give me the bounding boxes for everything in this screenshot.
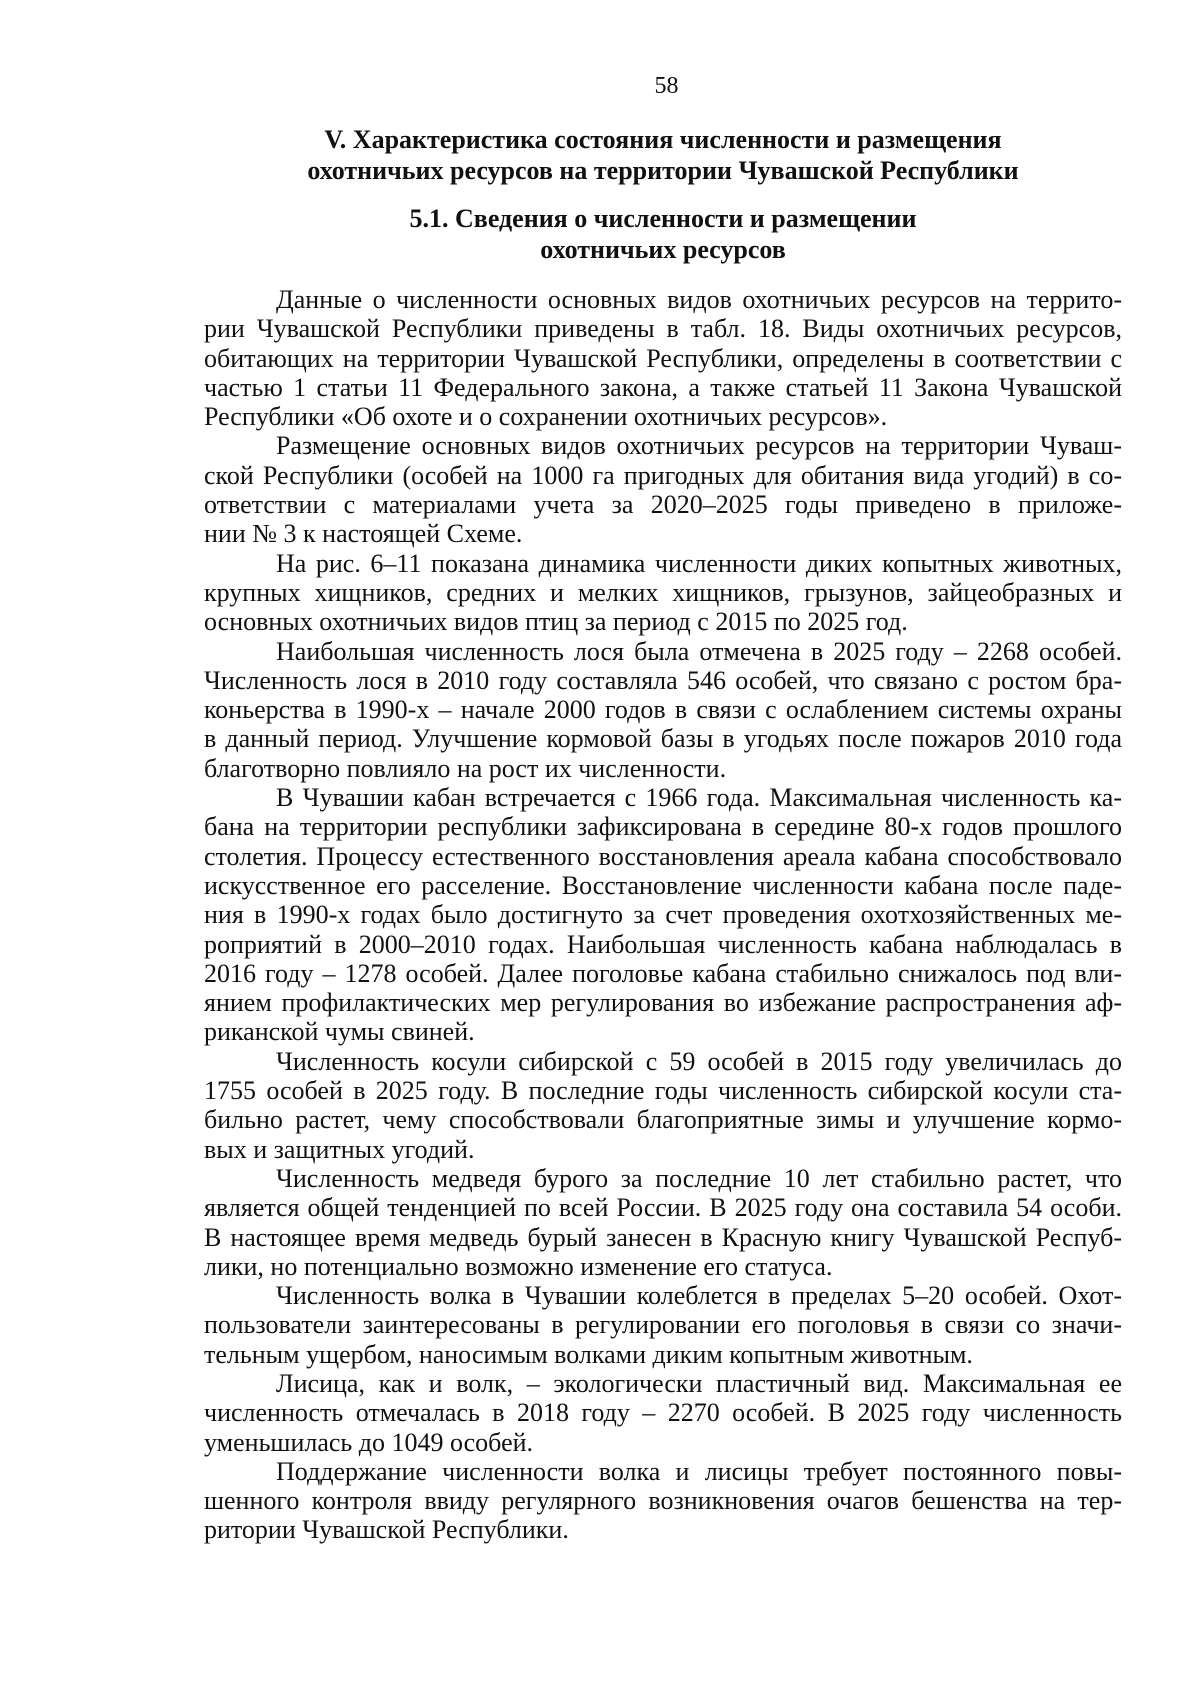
paragraph-line: Численность косули сибирской с 59 особей в 2015 году увеличилась до — [276, 1046, 1122, 1076]
paragraph-line: рии Чувашской Республики приведены в табл. 18. Виды охотничьих ресурсов, — [204, 314, 1122, 344]
paragraph — [204, 1457, 1122, 1545]
page-number: 58 — [654, 73, 679, 99]
paragraph — [204, 549, 1122, 637]
paragraph-line: роприятий в 2000–2010 годах. Наибольшая численность кабана наблюдалась в — [204, 929, 1122, 959]
paragraph-line: Лисица, как и волк, – экологически пластичный вид. Максимальная ее — [276, 1368, 1122, 1398]
paragraph — [204, 431, 1122, 548]
paragraph-line: Численность медведя бурого за последние 10 лет стабильно растет, что — [276, 1163, 1122, 1193]
paragraph-line: лики, но потенциально возможно изменение его статуса. — [204, 1251, 833, 1281]
paragraph-line: Республики «Об охоте и о сохранении охотничьих ресурсов». — [204, 402, 888, 432]
paragraph-line: На рис. 6–11 показана динамика численности диких копытных животных, — [276, 548, 1122, 578]
paragraph-line: основных охотничьих видов птиц за период с 2015 по 2025 год. — [204, 607, 908, 637]
paragraph-line: Численность волка в Чувашии колеблется в пределах 5–20 особей. Охот- — [276, 1281, 1122, 1311]
section-title-line: 5.1. Сведения о численности и размещении — [409, 204, 917, 233]
chapter-title-line: V. Характеристика состояния численности и размещения — [324, 125, 1002, 154]
paragraph-line: 1755 особей в 2025 году. В последние годы численность сибирской косули ста- — [204, 1076, 1122, 1106]
body-text — [204, 285, 1122, 1545]
paragraph-line: Наибольшая численность лося была отмечена в 2025 году – 2268 особей. — [276, 636, 1122, 666]
paragraph-line: в данный период. Улучшение кормовой базы в угодьях после пожаров 2010 года — [204, 724, 1122, 754]
paragraph-line: ответствии с материалами учета за 2020–2025 годы приведено в приложе- — [204, 490, 1122, 520]
paragraph-line: ритории Чувашской Республики. — [204, 1515, 569, 1545]
paragraph-line: искусственное его расселение. Восстановление численности кабана после паде- — [204, 870, 1122, 900]
paragraph-line: бана на территории республики зафиксирована в середине 80-х годов прошлого — [204, 812, 1122, 842]
paragraph — [204, 783, 1122, 1047]
paragraph-line: численность отмечалась в 2018 году – 2270 особей. В 2025 году численность — [204, 1398, 1122, 1428]
paragraph-line: риканской чумы свиней. — [204, 1017, 475, 1047]
paragraph-line: уменьшилась до 1049 особей. — [204, 1427, 534, 1457]
paragraph — [204, 285, 1122, 431]
paragraph — [204, 1164, 1122, 1281]
paragraph-line: 2016 году – 1278 особей. Далее поголовье кабана стабильно снижалось под вли- — [204, 958, 1122, 988]
paragraph-line: пользователи заинтересованы в регулировании его поголовья в связи со значи- — [204, 1310, 1122, 1340]
chapter-title-line: охотничьих ресурсов на территории Чувашской Республики — [307, 156, 1019, 185]
chapter-title — [204, 124, 1122, 186]
paragraph — [204, 1369, 1122, 1457]
paragraph-line: является общей тенденцией по всей России. В 2025 году она составила 54 особи. — [204, 1193, 1122, 1223]
paragraph-line: тельным ущербом, наносимым волками диким копытным животным. — [204, 1339, 973, 1369]
section-title-line: охотничьих ресурсов — [540, 235, 786, 264]
paragraph — [204, 1047, 1122, 1164]
paragraph-line: частью 1 статьи 11 Федерального закона, а также статьей 11 Закона Чувашской — [204, 372, 1122, 402]
paragraph-line: благотворно повлияло на рост их численности. — [204, 753, 727, 783]
paragraph-line: Данные о численности основных видов охотничьих ресурсов на террито- — [276, 285, 1122, 314]
paragraph-line: столетия. Процессу естественного восстановления ареала кабана способствовало — [204, 841, 1122, 871]
paragraph-line: Поддержание численности волка и лисицы требует постоянного повы- — [276, 1456, 1122, 1486]
paragraph-line: вых и защитных угодий. — [204, 1134, 475, 1164]
paragraph — [204, 637, 1122, 783]
paragraph-line: В Чувашии кабан встречается с 1966 года. Максимальная численность ка- — [276, 783, 1122, 813]
paragraph-line: обитающих на территории Чувашской Республики, определены в соответствии с — [204, 343, 1122, 373]
paragraph-line: ской Республики (особей на 1000 га пригодных для обитания вида угодий) в со- — [204, 460, 1122, 490]
paragraph-line: янием профилактических мер регулирования во избежание распространения аф- — [204, 988, 1122, 1018]
paragraph-line: нии № 3 к настоящей Схеме. — [204, 519, 523, 549]
section-title — [204, 203, 1122, 265]
paragraph-line: В настоящее время медведь бурый занесен в Красную книгу Чувашской Респуб- — [204, 1222, 1122, 1252]
paragraph-line: крупных хищников, средних и мелких хищников, грызунов, зайцеобразных и — [204, 577, 1122, 607]
paragraph — [204, 1281, 1122, 1369]
paragraph-line: Размещение основных видов охотничьих ресурсов на территории Чуваш- — [276, 431, 1122, 461]
paragraph-line: ния в 1990-х годах было достигнуто за счет проведения охотхозяйственных ме- — [204, 900, 1122, 930]
paragraph-line: коньерства в 1990-х – начале 2000 годов в связи с ослаблением системы охраны — [204, 695, 1122, 725]
paragraph-line: шенного контроля ввиду регулярного возникновения очагов бешенства на тер- — [204, 1486, 1122, 1516]
paragraph-line: Численность лося в 2010 году составляла 546 особей, что связано с ростом бра- — [204, 665, 1122, 695]
paragraph-line: бильно растет, чему способствовали благоприятные зимы и улучшение кормо- — [204, 1105, 1122, 1135]
